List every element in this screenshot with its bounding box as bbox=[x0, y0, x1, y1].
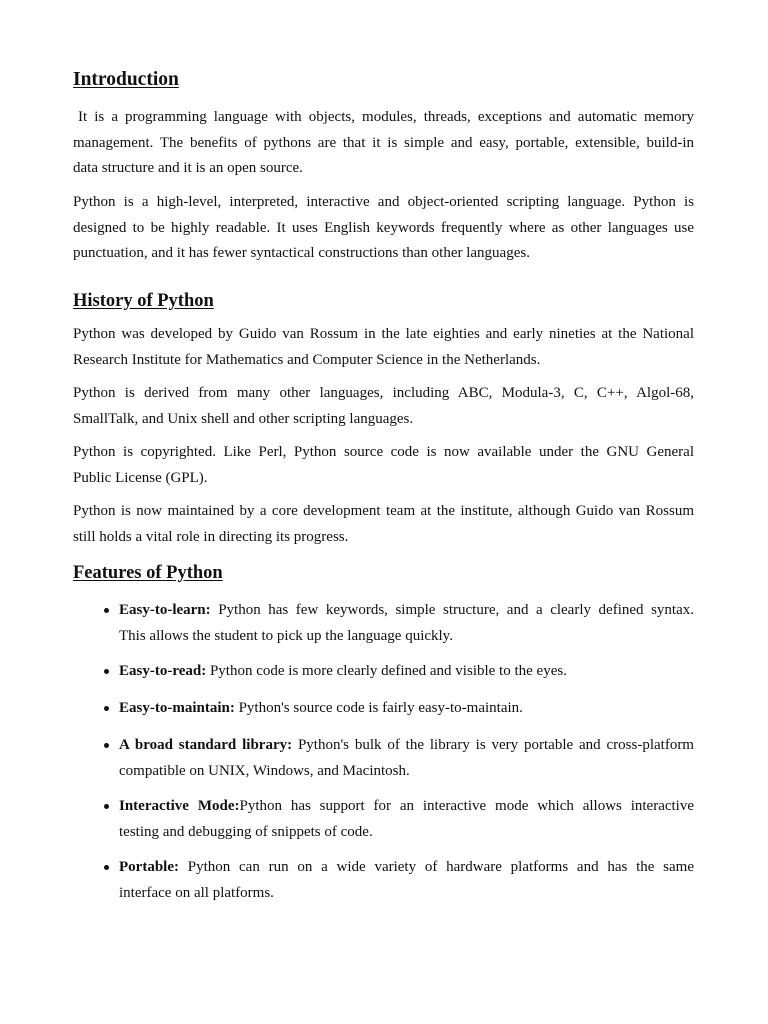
text-line bbox=[119, 793, 694, 819]
feature-list-item bbox=[119, 793, 694, 845]
section-heading-introduction: Introduction bbox=[73, 69, 179, 90]
text-line: still holds a vital role in directing its progress. bbox=[73, 528, 349, 545]
text-line: compatible on UNIX, Windows, and Macintosh. bbox=[119, 763, 410, 779]
feature-description: Python has support for an interactive mode which allows interactive bbox=[239, 798, 695, 814]
feature-description: Python's bulk of the library is very portable and cross-platform bbox=[292, 737, 694, 753]
paragraph bbox=[73, 105, 694, 182]
feature-list-item bbox=[119, 658, 694, 684]
bullet-icon bbox=[104, 608, 109, 613]
paragraph bbox=[73, 322, 694, 373]
section-heading-history: History of Python bbox=[73, 291, 214, 311]
feature-label: Portable: bbox=[119, 859, 179, 875]
text-line bbox=[119, 854, 694, 880]
text-line bbox=[119, 658, 694, 684]
text-line: testing and debugging of snippets of code. bbox=[119, 824, 373, 840]
feature-list-item bbox=[119, 597, 694, 649]
text-line bbox=[119, 695, 694, 721]
text-line bbox=[119, 732, 694, 758]
feature-label: Easy-to-maintain: bbox=[119, 700, 235, 716]
bullet-icon bbox=[104, 865, 109, 870]
text-line: Python is copyrighted. Like Perl, Python source code is now available under the GNU General bbox=[73, 444, 694, 460]
bullet-icon bbox=[104, 743, 109, 748]
bullet-icon bbox=[104, 706, 109, 711]
feature-label: A broad standard library: bbox=[119, 737, 293, 753]
section-heading-features: Features of Python bbox=[73, 563, 223, 583]
feature-label: Easy-to-learn: bbox=[119, 602, 211, 618]
bullet-icon bbox=[104, 804, 109, 809]
feature-description: Python's source code is fairly easy-to-maintain. bbox=[234, 700, 523, 716]
text-line: data structure and it is an open source. bbox=[73, 160, 303, 176]
text-line bbox=[119, 597, 694, 623]
text-line: Python was developed by Guido van Rossum in the late eighties and early nineties at the National bbox=[73, 326, 694, 342]
paragraph bbox=[73, 381, 694, 432]
feature-description: Python has few keywords, simple structure, and a clearly defined syntax. bbox=[210, 602, 694, 618]
paragraph bbox=[73, 499, 694, 550]
text-line: management. The benefits of pythons are that it is simple and easy, portable, extensible, build-in bbox=[73, 134, 694, 151]
text-line: Public License (GPL). bbox=[73, 469, 208, 486]
feature-description: Python code is more clearly defined and visible to the eyes. bbox=[206, 663, 567, 679]
feature-list-item bbox=[119, 854, 694, 906]
feature-description: Python can run on a wide variety of hardware platforms and has the same bbox=[178, 859, 694, 875]
text-line: Python is derived from many other languages, including ABC, Modula-3, C, C++, Algol-68, bbox=[73, 385, 694, 401]
text-line: It is a programming language with objects, modules, threads, exceptions and automatic memory bbox=[78, 109, 694, 125]
feature-list-item bbox=[119, 732, 694, 784]
feature-label: Interactive Mode: bbox=[119, 798, 240, 814]
text-line: SmallTalk, and Unix shell and other scripting languages. bbox=[73, 410, 414, 427]
text-line: punctuation, and it has fewer syntactical constructions than other languages. bbox=[73, 245, 530, 261]
paragraph bbox=[73, 440, 694, 491]
text-line: Research Institute for Mathematics and Computer Science in the Netherlands. bbox=[73, 351, 541, 368]
feature-list-item bbox=[119, 695, 694, 721]
text-line: designed to be highly readable. It uses English keywords frequently where as other languages use bbox=[73, 219, 694, 236]
bullet-icon bbox=[104, 669, 109, 674]
text-line: Python is a high-level, interpreted, interactive and object-oriented scripting language. Python is bbox=[73, 194, 694, 210]
text-line: Python is now maintained by a core development team at the institute, although Guido van Rossum bbox=[73, 503, 694, 519]
text-line: interface on all platforms. bbox=[119, 885, 274, 901]
text-line: This allows the student to pick up the language quickly. bbox=[119, 628, 453, 644]
feature-label: Easy-to-read: bbox=[119, 663, 207, 679]
paragraph bbox=[73, 190, 694, 267]
